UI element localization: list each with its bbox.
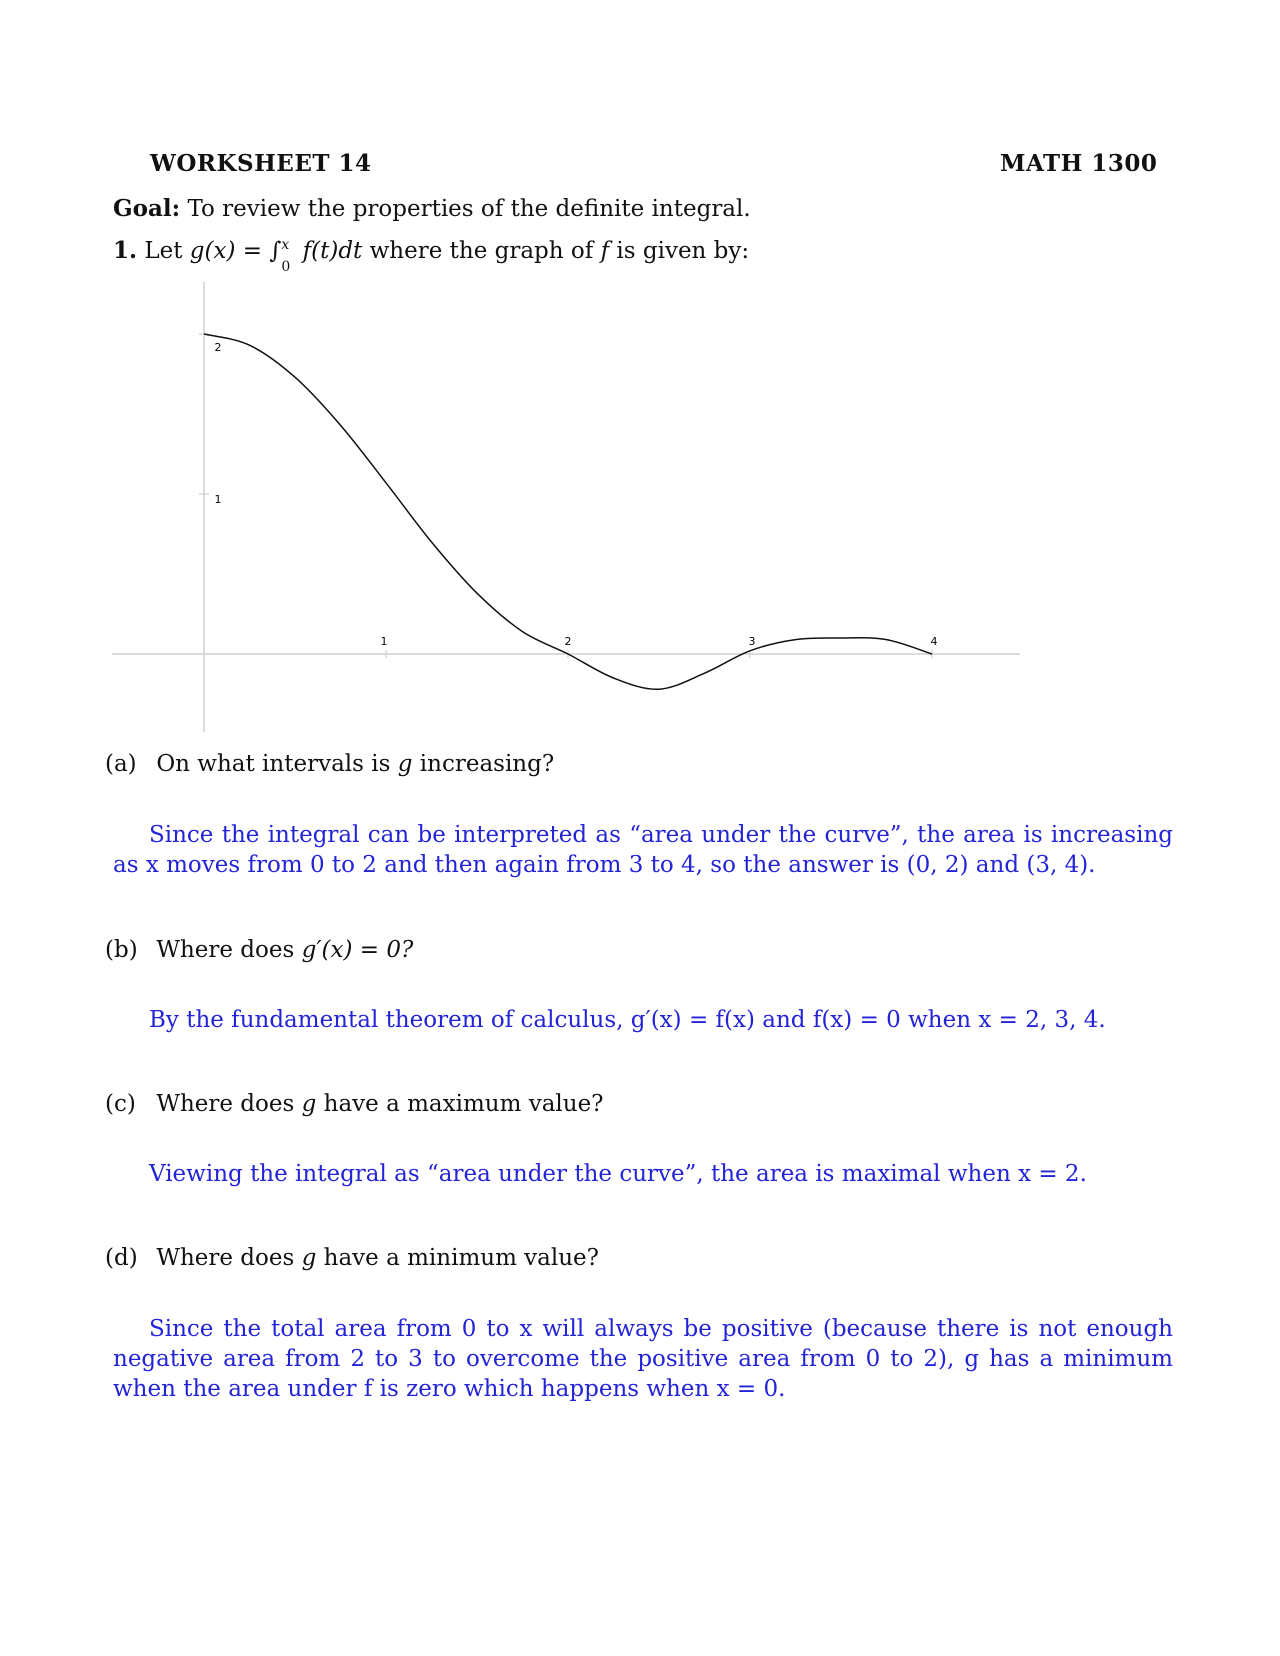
given-text: is given by: bbox=[616, 238, 750, 264]
question-b bbox=[105, 935, 413, 965]
question-d-var: g bbox=[301, 1245, 317, 1271]
question-a-end: increasing? bbox=[419, 751, 555, 777]
answer-b bbox=[113, 1005, 1173, 1035]
y-tick-label-1: 1 bbox=[214, 493, 222, 506]
question-d bbox=[105, 1243, 599, 1273]
question-b-var: g′(x) = 0? bbox=[301, 937, 414, 963]
question-a bbox=[105, 749, 554, 779]
question-a-text: On what intervals is bbox=[156, 751, 391, 777]
problem-let: Let bbox=[144, 238, 183, 264]
goal-text: To review the properties of the definite integral. bbox=[187, 196, 751, 222]
answer-c bbox=[113, 1159, 1173, 1189]
question-b-text: Where does bbox=[156, 937, 295, 963]
f-symbol: f bbox=[600, 238, 610, 264]
answer-d-text: Since the total area from 0 to x will always be positive (because there is not enough negative area from 2 to 3 to overcome the positive area from 0 to 2), g has a minimum when the area under f is zero which happens when x = 0. bbox=[113, 1316, 1173, 1402]
goal-label: Goal: bbox=[113, 195, 181, 222]
answer-a bbox=[113, 820, 1173, 880]
integrand: f(t)dt bbox=[302, 238, 363, 264]
integral-upper: x bbox=[281, 237, 290, 253]
x-tick-label-1: 1 bbox=[380, 635, 388, 648]
question-c-text: Where does bbox=[156, 1091, 295, 1117]
answer-b-text: By the fundamental theorem of calculus, g′(x) = f(x) and f(x) = 0 when x = 2, 3, 4. bbox=[149, 1007, 1106, 1033]
answer-d bbox=[113, 1314, 1173, 1404]
question-a-var: g bbox=[397, 751, 413, 777]
part-label-c: (c) bbox=[105, 1091, 136, 1117]
question-c-var: g bbox=[301, 1091, 317, 1117]
course-code: MATH 1300 bbox=[1000, 150, 1158, 177]
question-d-text: Where does bbox=[156, 1245, 295, 1271]
worksheet-title: WORKSHEET 14 bbox=[150, 150, 372, 177]
question-c-end: have a maximum value? bbox=[323, 1091, 604, 1117]
part-label-b: (b) bbox=[105, 937, 138, 963]
x-tick-label-3: 3 bbox=[748, 635, 756, 648]
graph-of-f bbox=[0, 0, 1280, 760]
question-d-end: have a minimum value? bbox=[323, 1245, 600, 1271]
y-tick-label-2: 2 bbox=[214, 341, 222, 354]
x-tick-label-2: 2 bbox=[564, 635, 572, 648]
x-tick-label-4: 4 bbox=[930, 635, 938, 648]
part-label-a: (a) bbox=[105, 751, 137, 777]
integral-lower: 0 bbox=[281, 259, 291, 275]
where-text: where the graph of bbox=[369, 238, 594, 264]
integral-sign: ∫ bbox=[269, 238, 282, 264]
answer-a-text: Since the integral can be interpreted as “area under the curve”, the area is increasing as x moves from 0 to 2 and then again from 3 to 4, so the answer is (0, 2) and (3, 4). bbox=[113, 822, 1173, 878]
answer-c-text: Viewing the integral as “area under the curve”, the area is maximal when x = 2. bbox=[149, 1161, 1087, 1187]
problem-number: 1. bbox=[113, 237, 138, 264]
question-c bbox=[105, 1089, 604, 1119]
g-definition: g(x) = bbox=[189, 238, 263, 264]
part-label-d: (d) bbox=[105, 1245, 138, 1271]
